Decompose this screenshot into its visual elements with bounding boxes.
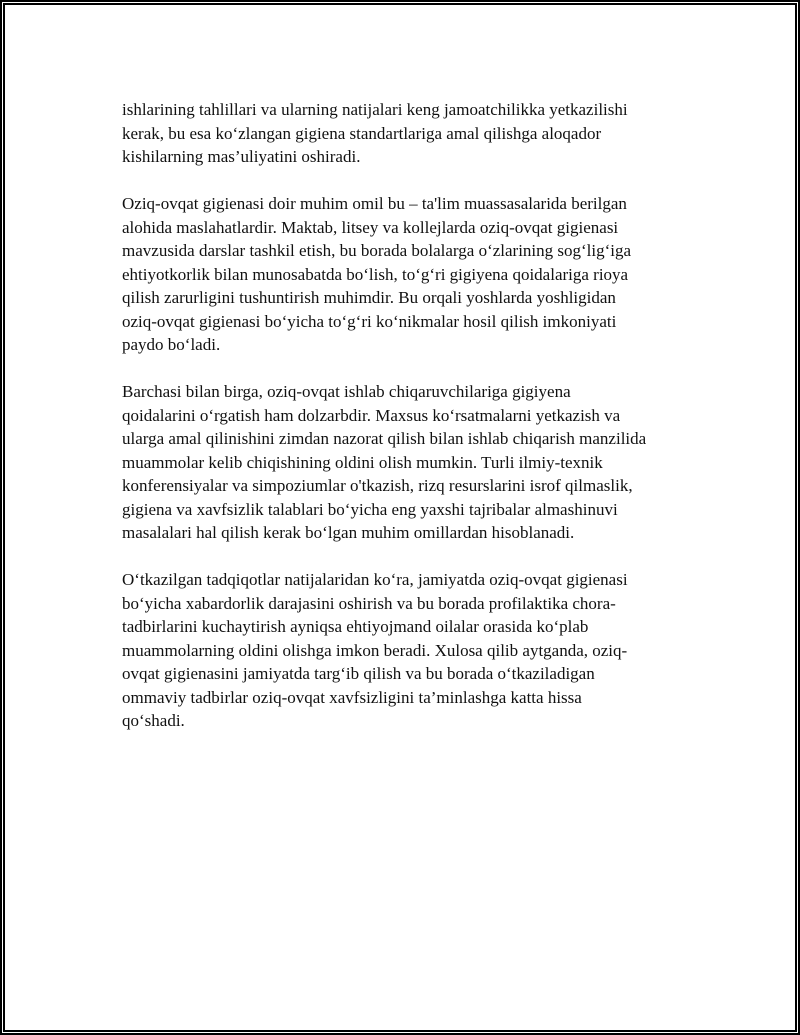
text-line: paydo boʻladi. [122,335,221,354]
text-line: kerak, bu esa koʻzlangan gigiena standartlariga amal qilishga aloqador [122,123,602,143]
text-line: mavzusida darslar tashkil etish, bu borada bolalarga oʻzlarining sogʻligʻiga [122,241,632,260]
text-line: ishlarining tahlillari va ularning natijalari keng jamoatchilikka yetkazilishi [122,100,628,119]
paragraph-4 [122,568,682,733]
paragraph-1 [122,98,682,169]
text-line: alohida maslahatlardir. Maktab, litsey va kollejlarda oziq-ovqat gigienasi [122,217,619,237]
text-line: qoʻshadi. [122,711,185,730]
text-line: Barchasi bilan birga, oziq-ovqat ishlab chiqaruvchilariga gigiyena [122,382,571,401]
text-line: Oziq-ovqat gigienasi doir muhim omil bu – ta'lim muassasalarida berilgan [122,194,627,213]
text-line: boʻyicha xabardorlik darajasini oshirish va bu borada profilaktika chora- [122,593,616,613]
paragraph-2 [122,192,682,357]
text-line: qilish zarurligini tushuntirish muhimdir. Bu orqali yoshlarda yoshligidan [122,288,616,307]
text-line: Oʻtkazilgan tadqiqotlar natijalaridan koʻra, jamiyatda oziq-ovqat gigienasi [122,570,628,589]
text-line: ommaviy tadbirlar oziq-ovqat xavfsizligini ta’minlashga katta hissa [122,687,582,707]
text-line: qoidalarini oʻrgatish ham dolzarbdir. Maxsus koʻrsatmalarni yetkazish va [122,405,621,425]
text-line: ovqat gigienasini jamiyatda targʻib qilish va bu borada oʻtkaziladigan [122,664,595,683]
paragraph-3 [122,380,682,545]
document-body [122,98,682,756]
text-line: kishilarning mas’uliyatini oshiradi. [122,147,361,166]
text-line: tadbirlarini kuchaytirish ayniqsa ehtiyojmand oilalar orasida koʻplab [122,617,589,636]
text-line: ularga amal qilinishini zimdan nazorat qilish bilan ishlab chiqarish manzilida [122,429,647,448]
text-line: muammolarning oldini olishga imkon beradi. Xulosa qilib aytganda, oziq- [122,640,628,660]
text-line: konferensiyalar va simpoziumlar o'tkazish, rizq resurslarini isrof qilmaslik, [122,476,633,495]
text-line: oziq-ovqat gigienasi boʻyicha toʻgʻri koʻnikmalar hosil qilish imkoniyati [122,311,617,331]
text-line: ehtiyotkorlik bilan munosabatda boʻlish, toʻgʻri gigiyena qoidalariga rioya [122,264,629,284]
text-line: muammolar kelib chiqishining oldini olish mumkin. Turli ilmiy-texnik [122,452,603,472]
text-line: masalalari hal qilish kerak boʻlgan muhim omillardan hisoblanadi. [122,523,575,542]
text-line: gigiena va xavfsizlik talablari boʻyicha eng yaxshi tajribalar almashinuvi [122,499,618,519]
